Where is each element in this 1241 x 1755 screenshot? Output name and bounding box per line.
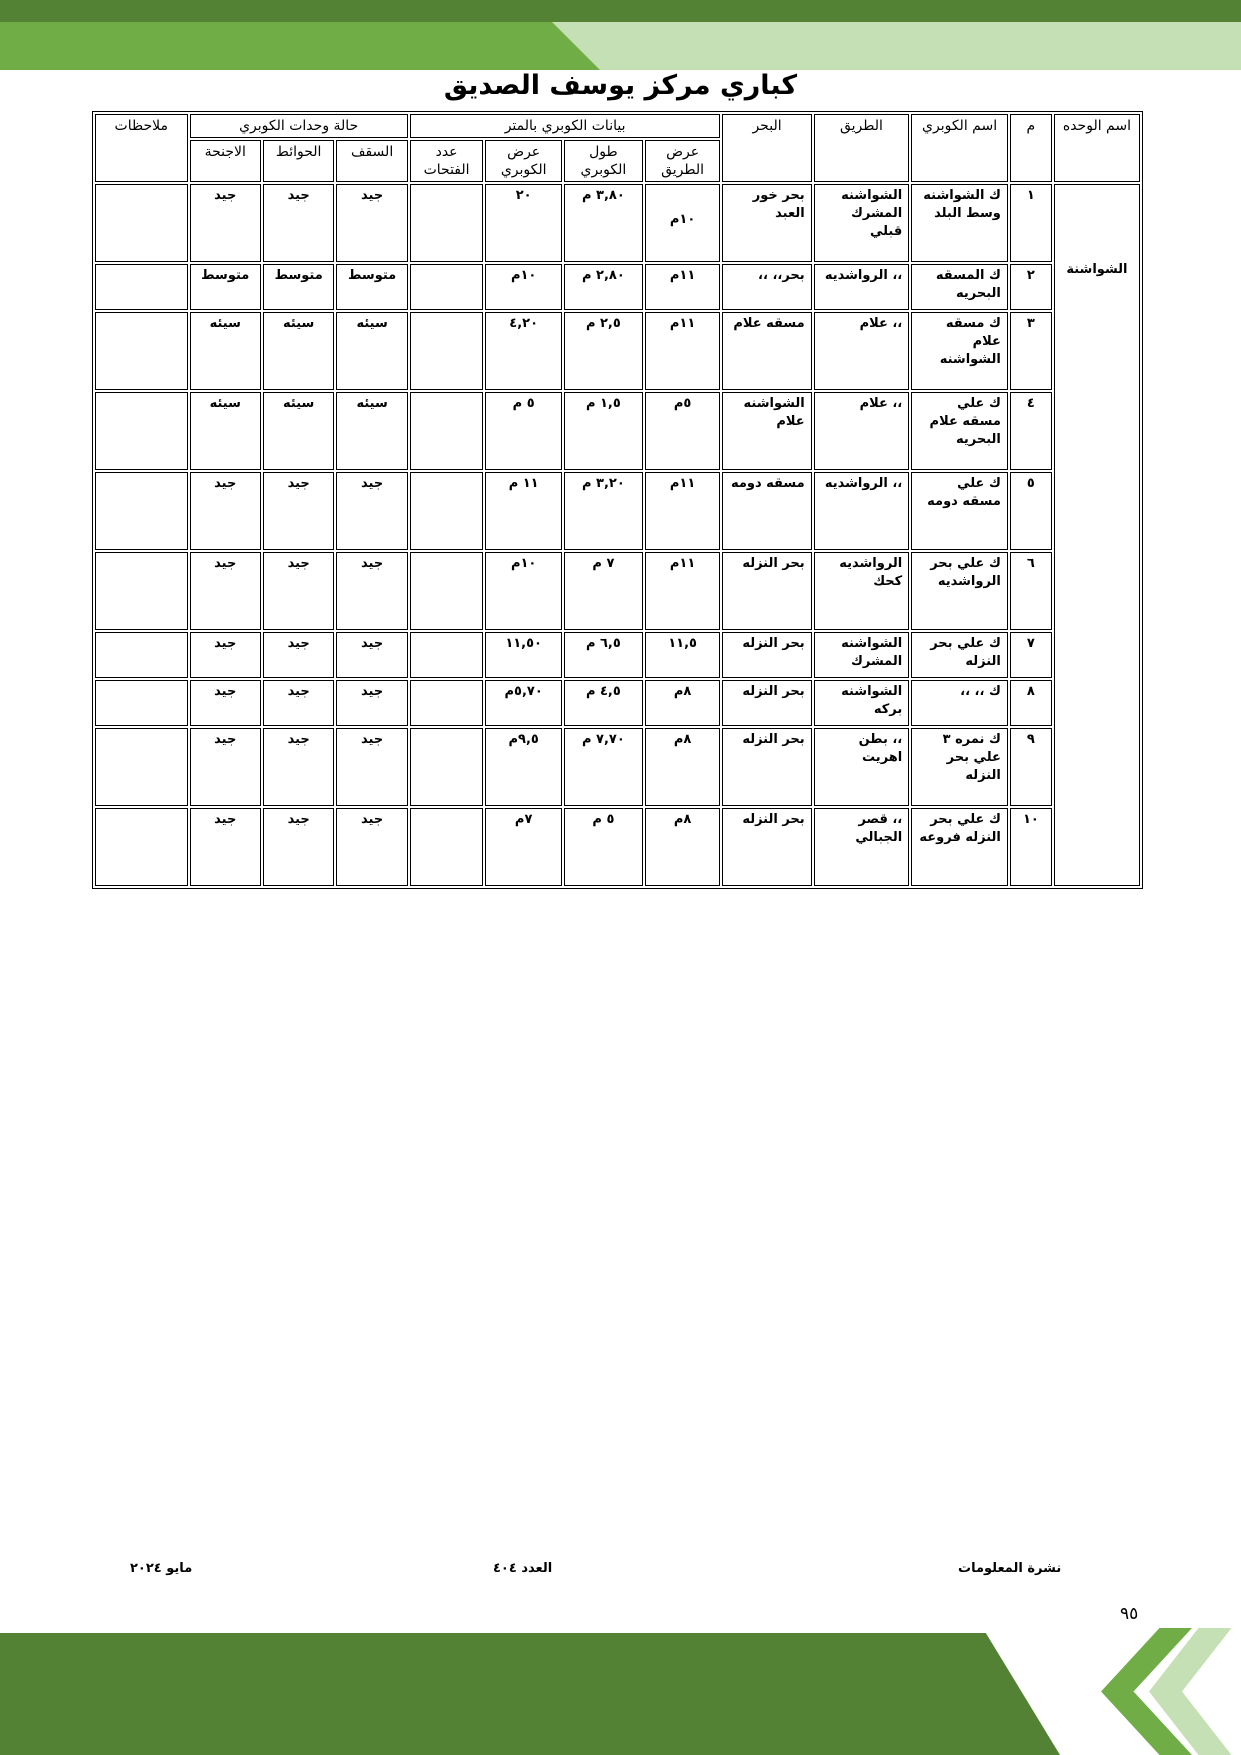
canal-cell: بحر النزله	[722, 728, 811, 806]
row-number-cell: ٨	[1010, 680, 1052, 726]
openings-cell	[410, 264, 484, 310]
openings-cell	[410, 312, 484, 390]
road-cell: الرواشديه كحك	[814, 552, 910, 630]
bridge-width-cell: ١١,٥٠	[485, 632, 562, 678]
wings-condition-cell: جيد	[190, 680, 261, 726]
notes-cell	[95, 392, 188, 470]
table-row	[95, 632, 1140, 678]
road-width-cell: ٨م	[645, 808, 721, 886]
roof-condition-cell: متوسط	[336, 264, 407, 310]
row-number-cell: ٤	[1010, 392, 1052, 470]
notes-cell	[95, 680, 188, 726]
header-road-width: عرض الطريق	[645, 140, 721, 182]
bridge-length-cell: ٣,٨٠ م	[564, 184, 643, 262]
table-row	[95, 312, 1140, 390]
road-cell: الشواشنه المشرك قبلي	[814, 184, 910, 262]
table-row	[95, 808, 1140, 886]
bridge-width-cell: ١١ م	[485, 472, 562, 550]
openings-cell	[410, 632, 484, 678]
bridges-table	[92, 111, 1143, 889]
walls-condition-cell: جيد	[263, 632, 334, 678]
roof-condition-cell: جيد	[336, 632, 407, 678]
roof-condition-cell: جيد	[336, 552, 407, 630]
header-notes: ملاحظات	[95, 114, 188, 182]
wings-condition-cell: جيد	[190, 808, 261, 886]
header-walls: الحوائط	[263, 140, 334, 182]
canal-cell: بحر،، ،،	[722, 264, 811, 310]
bridge-name-cell: ك مسقه علام الشواشنه	[911, 312, 1008, 390]
walls-condition-cell: جيد	[263, 728, 334, 806]
footer-issue: العدد ٤٠٤	[493, 1561, 553, 1576]
wings-condition-cell: جيد	[190, 472, 261, 550]
roof-condition-cell: جيد	[336, 184, 407, 262]
bridge-name-cell: ك علي بحر الرواشديه	[911, 552, 1008, 630]
table-header-row-1	[95, 114, 1140, 138]
header-road: الطريق	[814, 114, 910, 182]
footer-publication: نشرة المعلومات	[958, 1561, 1062, 1576]
header-group-bridge-data: بيانات الكوبري بالمتر	[410, 114, 721, 138]
canal-cell: بحر النزله	[722, 808, 811, 886]
bridge-length-cell: ٧ م	[564, 552, 643, 630]
bridge-name-cell: ك علي مسقه علام البحريه	[911, 392, 1008, 470]
footer-date: مايو ٢٠٢٤	[130, 1561, 193, 1576]
wings-condition-cell: متوسط	[190, 264, 261, 310]
header-unit: اسم الوحده	[1054, 114, 1140, 182]
row-number-cell: ٣	[1010, 312, 1052, 390]
header-band-dark	[0, 0, 1241, 22]
header-group-condition: حالة وحدات الكوبري	[190, 114, 408, 138]
bridge-length-cell: ٧,٧٠ م	[564, 728, 643, 806]
bridge-length-cell: ٤,٥ م	[564, 680, 643, 726]
bridge-name-cell: ك علي بحر النزله فروعه	[911, 808, 1008, 886]
header-roof: السقف	[336, 140, 407, 182]
page-title: كباري مركز يوسف الصديق	[443, 70, 798, 101]
roof-condition-cell: جيد	[336, 680, 407, 726]
notes-cell	[95, 184, 188, 262]
header-canal: البحر	[722, 114, 811, 182]
openings-cell	[410, 184, 484, 262]
bridge-length-cell: ٢,٨٠ م	[564, 264, 643, 310]
table-row	[95, 552, 1140, 630]
row-number-cell: ٩	[1010, 728, 1052, 806]
header-wings: الاجنحة	[190, 140, 261, 182]
table-row	[95, 184, 1140, 262]
header-openings: عدد الفتحات	[410, 140, 484, 182]
bridge-name-cell: ك الشواشنه وسط البلد	[911, 184, 1008, 262]
openings-cell	[410, 808, 484, 886]
wings-condition-cell: جيد	[190, 552, 261, 630]
bridge-width-cell: ٤,٢٠	[485, 312, 562, 390]
notes-cell	[95, 312, 188, 390]
road-cell: الشواشنه المشرك	[814, 632, 910, 678]
notes-cell	[95, 472, 188, 550]
bridge-width-cell: ٥ م	[485, 392, 562, 470]
wings-condition-cell: سيئه	[190, 392, 261, 470]
walls-condition-cell: جيد	[263, 552, 334, 630]
canal-cell: بحر النزله	[722, 632, 811, 678]
openings-cell	[410, 392, 484, 470]
road-cell: ،، الرواشديه	[814, 472, 910, 550]
unit-name-cell: الشواشنة	[1054, 184, 1140, 886]
canal-cell: مسقه علام	[722, 312, 811, 390]
roof-condition-cell: جيد	[336, 728, 407, 806]
row-number-cell: ٦	[1010, 552, 1052, 630]
footer-band-dark	[0, 1633, 1060, 1755]
row-number-cell: ١٠	[1010, 808, 1052, 886]
table-row	[95, 392, 1140, 470]
canal-cell: بحر النزله	[722, 680, 811, 726]
header-bridge-width: عرض الكوبري	[485, 140, 562, 182]
road-width-cell: ١١,٥	[645, 632, 721, 678]
bridge-length-cell: ٢,٥ م	[564, 312, 643, 390]
road-width-cell: ١٠م	[645, 184, 721, 262]
walls-condition-cell: جيد	[263, 184, 334, 262]
bridge-name-cell: ك ،، ،،	[911, 680, 1008, 726]
bridge-width-cell: ١٠م	[485, 264, 562, 310]
notes-cell	[95, 808, 188, 886]
notes-cell	[95, 728, 188, 806]
road-width-cell: ١١م	[645, 472, 721, 550]
bridge-width-cell: ٧م	[485, 808, 562, 886]
road-width-cell: ١١م	[645, 552, 721, 630]
bridge-name-cell: ك علي بحر النزله	[911, 632, 1008, 678]
walls-condition-cell: جيد	[263, 680, 334, 726]
wings-condition-cell: جيد	[190, 632, 261, 678]
openings-cell	[410, 728, 484, 806]
bridge-length-cell: ١,٥ م	[564, 392, 643, 470]
road-width-cell: ١١م	[645, 312, 721, 390]
road-width-cell: ٨م	[645, 680, 721, 726]
bridge-width-cell: ٥,٧٠م	[485, 680, 562, 726]
bridge-width-cell: ١٠م	[485, 552, 562, 630]
walls-condition-cell: سيئه	[263, 312, 334, 390]
bridge-name-cell: ك نمره ٣ علي بحر النزله	[911, 728, 1008, 806]
wings-condition-cell: جيد	[190, 184, 261, 262]
road-cell: ،، علام	[814, 392, 910, 470]
road-cell: ،، علام	[814, 312, 910, 390]
walls-condition-cell: جيد	[263, 808, 334, 886]
header-no: م	[1010, 114, 1052, 182]
row-number-cell: ١	[1010, 184, 1052, 262]
roof-condition-cell: جيد	[336, 808, 407, 886]
roof-condition-cell: سيئه	[336, 312, 407, 390]
wings-condition-cell: جيد	[190, 728, 261, 806]
row-number-cell: ٢	[1010, 264, 1052, 310]
notes-cell	[95, 264, 188, 310]
road-cell: ،، قصر الجبالي	[814, 808, 910, 886]
road-cell: ،، بطن اهريت	[814, 728, 910, 806]
notes-cell	[95, 632, 188, 678]
header-band-green	[0, 22, 600, 70]
canal-cell: بحر النزله	[722, 552, 811, 630]
road-cell: الشواشنه بركه	[814, 680, 910, 726]
road-width-cell: ١١م	[645, 264, 721, 310]
page-number: ٩٥	[1120, 1604, 1139, 1624]
bridge-name-cell: ك المسقه البحريه	[911, 264, 1008, 310]
notes-cell	[95, 552, 188, 630]
roof-condition-cell: سيئه	[336, 392, 407, 470]
bridge-width-cell: ٩,٥م	[485, 728, 562, 806]
canal-cell: بحر خور العبد	[722, 184, 811, 262]
walls-condition-cell: جيد	[263, 472, 334, 550]
bridge-length-cell: ٥ م	[564, 808, 643, 886]
walls-condition-cell: متوسط	[263, 264, 334, 310]
table-row	[95, 680, 1140, 726]
header-bridge-length: طول الكوبري	[564, 140, 643, 182]
table-body	[95, 184, 1140, 886]
bridge-width-cell: ٢٠	[485, 184, 562, 262]
walls-condition-cell: سيئه	[263, 392, 334, 470]
canal-cell: الشواشنه علام	[722, 392, 811, 470]
bridge-name-cell: ك علي مسقه دومه	[911, 472, 1008, 550]
openings-cell	[410, 680, 484, 726]
wings-condition-cell: سيئه	[190, 312, 261, 390]
bridge-length-cell: ٦,٥ م	[564, 632, 643, 678]
openings-cell	[410, 472, 484, 550]
bridge-length-cell: ٣,٢٠ م	[564, 472, 643, 550]
roof-condition-cell: جيد	[336, 472, 407, 550]
road-cell: ،، الرواشديه	[814, 264, 910, 310]
openings-cell	[410, 552, 484, 630]
road-width-cell: ٥م	[645, 392, 721, 470]
table-row	[95, 264, 1140, 310]
table-row	[95, 472, 1140, 550]
header-bridge-name: اسم الكوبري	[911, 114, 1008, 182]
road-width-cell: ٨م	[645, 728, 721, 806]
canal-cell: مسقه دومه	[722, 472, 811, 550]
table-row	[95, 728, 1140, 806]
row-number-cell: ٧	[1010, 632, 1052, 678]
row-number-cell: ٥	[1010, 472, 1052, 550]
